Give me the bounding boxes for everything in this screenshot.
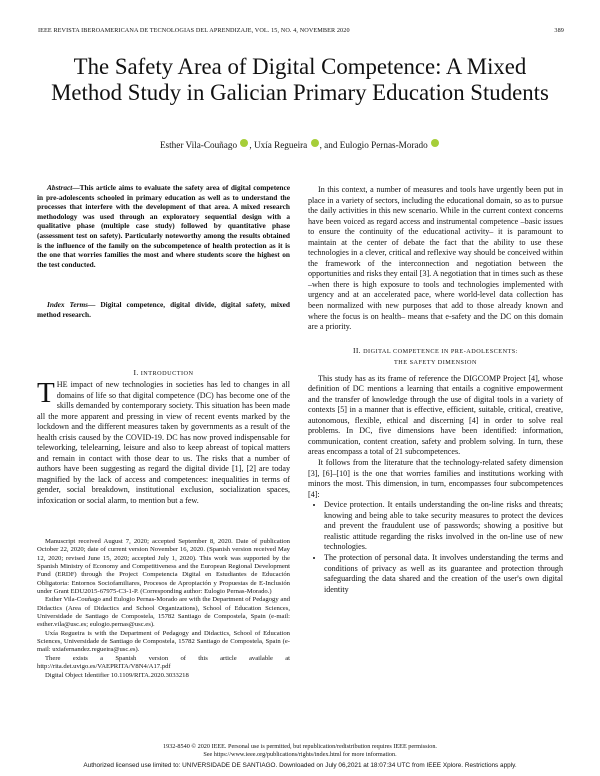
right-column <box>308 185 563 595</box>
list-item: • Device protection. It entails understanding the on-line risks and threats; knowing and being able to take security measures to protect the devices and prevent the fraudulent use of passwords; showing a positive but realistic attitude regarding the risks involved in the on-line use of new technologies. <box>324 500 563 553</box>
orcid-icon[interactable] <box>240 139 248 147</box>
paper-title: The Safety Area of Digital Competence: A Mixed Method Study in Galician Primary Education Students <box>51 54 549 105</box>
author-list: Esther Vila-Couñago , Uxía Regueira , and Eulogio Pernas-Morado <box>40 139 560 150</box>
doi[interactable]: Digital Object Identifier 10.1109/RITA.2020.3033218 <box>45 671 189 679</box>
footnote: Esther Vila-Couñago and Eulogio Pernas-Morado are with the Department of Pedagogy and Didactics (Area of Didactics and School Organizations), School of Education Sciences, Universidade de Santiago de Compostela, 15782 Santiago de Compostela, Spain (e-mail: esther.vila@usc.es; eulogio.pernas@usc.es). <box>37 596 290 629</box>
index-terms <box>37 300 290 319</box>
copyright-link-line[interactable]: See https://www.ieee.org/publications/rights/index.html for more information. <box>203 751 397 758</box>
journal-name: IEEE REVISTA IBEROAMERICANA DE TECNOLOGIAS DEL APRENDIZAJE, VOL. 15, NO. 4, NOVEMBER 2020 <box>38 27 350 34</box>
section-heading <box>37 368 290 380</box>
orcid-icon[interactable] <box>311 139 319 147</box>
copyright-notice <box>40 743 560 759</box>
abstract-label: Abstract <box>47 183 73 192</box>
index-terms-text: — Digital competence, digital divide, digital safety, mixed method research. <box>37 300 290 319</box>
footnote[interactable]: There exists a Spanish version of this article available at http://rita.det.uvigo.es/VAEPRITA/V8N4/A17.pdf <box>37 654 290 671</box>
section-number: II. <box>353 345 361 355</box>
license-footer: Authorized licensed use limited to: UNIVERSIDADE DE SANTIAGO. Downloaded on July 06,2021 at 18:07:34 UTC from IEEE Xplore. Restrictions apply. <box>83 762 517 769</box>
author-name[interactable]: Uxía Regueira <box>253 140 308 150</box>
intro-paragraph <box>37 377 290 507</box>
section-number: I. <box>133 368 139 377</box>
author-name[interactable]: and Eulogio Pernas-Morado <box>324 140 428 150</box>
running-header <box>38 27 564 34</box>
abstract-text: —This article aims to evaluate the safety area of digital competence in pre-adolescents schooled in primary education as well as to understand the processes that interfere with the development of that area. A mixed research methodology was used through an exploratory sequential design with a qualitative phase (multiple case study) followed by quantitative phase (assessment test on safety). Particularly noteworthy among the results obtained is the influence of the family on the subcompetence of health protection as it is the one that worries families the most and where students score the highest on the test conducted. <box>37 183 290 269</box>
section-title: DIGITAL COMPETENCE IN PRE-ADOLESCENTS: <box>363 347 518 355</box>
subcompetence-list <box>308 500 563 595</box>
copyright-line: 1932-8540 © 2020 IEEE. Personal use is permitted, but republication/redistribution requires IEEE permission. <box>163 743 437 750</box>
list-item: • The protection of personal data. It involves understanding the terms and conditions of privacy as well as its guarantee and protection through safeguarding the data shared and the creation of the user's own digital identity <box>324 553 563 595</box>
footnotes <box>37 538 290 680</box>
drop-cap: T <box>37 377 55 409</box>
index-terms-label: Index Terms <box>47 300 89 309</box>
abstract <box>37 183 290 269</box>
section-heading <box>308 345 563 368</box>
section-title-cont: THE SAFETY DIMENSION <box>394 358 477 366</box>
orcid-icon[interactable] <box>431 139 439 147</box>
footnote: Uxía Regueira is with the Department of Pedagogy and Didactics, School of Education Sciences, Universidade de Santiago de Compostela, 15782 Santiago de Compostela, Spain (e-mail: uxiafernandez.regueira@usc.es). <box>37 629 290 654</box>
context-paragraph: In this context, a number of measures and tools have urgently been put in place in a variety of sectors, including the educational domain, so as to pursue the daily activities in this new scenario. While in the current context concerns have been voiced as regard access and instrumental competence –basic issues to ensure the continuity of the educational activity– it is paramount to maintain at the center of debate the fact that the ability to use these technologies in a clever, critical and reflexive way should be conceived within the framework of the interconnection and negotiation between the opportunities and risks they entail [3]. A negotiation that in times such as these –when there is high exposure to tools and technologies implemented with urgency and at an accelerated pace, where world-level data collection has been normalized with new purposes that add to those already known and where the focus is on health– means that e-safety and the DC on this domain are a priority. <box>308 185 563 332</box>
body-paragraph: It follows from the literature that the technology-related safety dimension [3], [6]–[10] is the one that worries families and institutions working with minors the most. This dimension, in turn, encompasses four subcompetences [4]: <box>308 458 563 499</box>
intro-text: HE impact of new technologies in societies has led to changes in all domains of life so that digital competence (DC) has become one of the skills demanded by contemporary society. This situation has been made all the more apparent and pressing in view of recent events marked by the lockdown and the different measures taken by governments as a result of the health crisis caused by the COVID-19. DC has now proved indispensable for teleworking, telelearning, leisure and also to keep abreast of topical matters and remain in contact with those dear to us. The risks that a number of authors have been suggesting as regard the digital divide [1], [2] are today magnified by the lack of access and competences: inequalities in terms of gender, social breakdown, institutional exclusion, socialization spaces, infoxication or social alarm, to mention but a few. <box>37 380 290 506</box>
section-title: INTRODUCTION <box>140 370 194 377</box>
footnote: Manuscript received August 7, 2020; accepted September 8, 2020. Date of publication October 22, 2020; date of current version November 16, 2020. (Spanish version received May 12, 2020; revised June 15, 2020; accepted July 1, 2020). This work was supported by the Spanish Ministry of Economy and Competitiveness and the European Regional Development Fund (ERDF) through the Project Competencia Digital en Estudiantes de Educación Obligatoria: Entornos Sociofamiliares, Procesos de Apropiación y Propuestas de E-Inclusión under Grant EDU2015-67975-C3-1-P. (Corresponding author: Eulogio Pernas-Morado.) <box>37 538 290 596</box>
author-name[interactable]: Esther Vila-Couñago <box>159 140 238 150</box>
body-paragraph: This study has as its frame of reference the DIGCOMP Project [4], whose definition of DC mentions a learning that entails a cognitive empowerment and the transfer of knowledge through the use of digital tools in a variety of contexts [5] in a manner that is effective, efficient, suitable, critical, creative, autonomous, flexible, ethical and discerning [4] in order to solve real problems. In DC, five dimensions have been identified: information, communication, content creation, safety and problem solving. In turn, these areas encompass a total of 21 subcompetences. <box>308 373 563 457</box>
page-number: 389 <box>554 27 564 34</box>
